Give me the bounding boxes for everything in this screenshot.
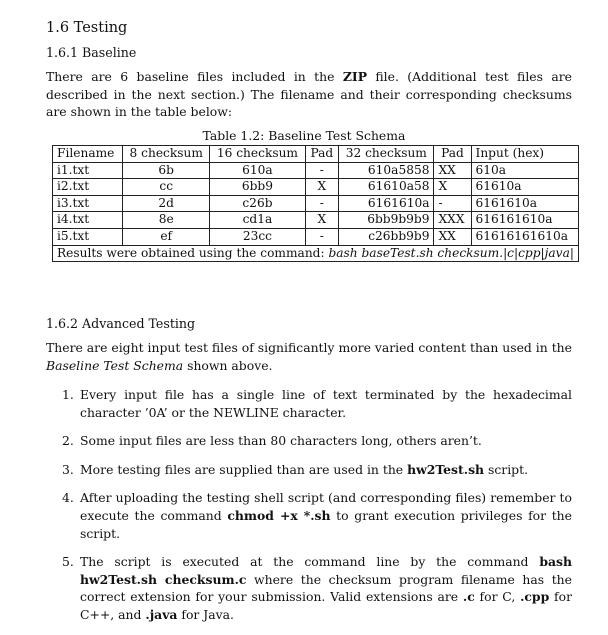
table-cell: c26b (210, 195, 305, 212)
baseline-command: bash baseTest.sh checksum.|c|cpp|java| (328, 245, 574, 260)
table-cell: 616161610a (471, 212, 578, 229)
column-header: Input (hex) (471, 146, 578, 163)
table-note-row (53, 245, 579, 262)
table-row (53, 162, 579, 179)
table-cell: i4.txt (53, 212, 123, 229)
table-header-row (53, 146, 579, 163)
table-cell: XXX (434, 212, 471, 229)
list-number: 5. (62, 554, 74, 570)
table-row (53, 212, 579, 229)
table-cell: ef (123, 229, 210, 246)
zip-term: ZIP (342, 69, 368, 84)
run-command: bash hw2Test.sh checksum.c (80, 554, 572, 587)
list-number: 4. (62, 490, 74, 506)
table-cell: XX (434, 229, 471, 246)
list-item: 4. After uploading the testing shell script (and corresponding files) remember to execute the command chmod +x *.sh to grant execution privileges for the script. (62, 490, 572, 541)
extension-java: .java (145, 607, 178, 623)
table-note: Results were obtained using the command: bash baseTest.sh checksum.|c|cpp|java| (53, 245, 579, 262)
list-item: 2. Some input files are less than 80 characters long, others aren’t. (62, 433, 482, 449)
column-header: 16 checksum (210, 146, 305, 163)
table-cell: cd1a (210, 212, 305, 229)
table-cell: 6b (123, 162, 210, 179)
table-cell: - (305, 195, 339, 212)
extension-c: .c (462, 589, 475, 605)
advanced-intro: There are eight input test files of significantly more varied content than used in the Baseline Test Schema shown above. (46, 340, 572, 373)
section-number: 1.6 (46, 20, 70, 36)
chmod-command: chmod +x *.sh (227, 508, 331, 524)
table-cell: 610a (210, 162, 305, 179)
table-cell: - (305, 162, 339, 179)
table-row (53, 195, 579, 212)
table-cell: X (305, 179, 339, 196)
table-cell: X (305, 212, 339, 229)
table-cell: i2.txt (53, 179, 123, 196)
table-cell: i5.txt (53, 229, 123, 246)
table-cell: X (434, 179, 471, 196)
table-cell: i3.txt (53, 195, 123, 212)
section-title: Testing (73, 20, 128, 36)
extension-cpp: .cpp (520, 589, 550, 605)
list-number: 3. (62, 461, 74, 477)
table-cell: 61610a58 (339, 179, 434, 196)
baseline-test-schema-table (52, 145, 579, 262)
column-header: Pad (305, 146, 339, 163)
table-caption: Table 1.2: Baseline Test Schema (202, 128, 406, 143)
table-cell: 610a5858 (339, 162, 434, 179)
table-cell: 610a (471, 162, 578, 179)
table-cell: 61610a (471, 179, 578, 196)
list-number: 2. (62, 433, 74, 449)
column-header: 32 checksum (339, 146, 434, 163)
table-row (53, 229, 579, 246)
table-cell: 2d (123, 195, 210, 212)
script-name: hw2Test.sh (407, 461, 485, 477)
table-cell: i1.txt (53, 162, 123, 179)
table-cell: XX (434, 162, 471, 179)
list-item: 5. The script is executed at the command line by the command bash hw2Test.sh checksum.c where the checksum program filename has the correct extension for your submission. Valid extensions are .c for C, .cpp for C++, and .java for Java. (62, 554, 572, 623)
table-row (53, 179, 579, 196)
table-cell: - (434, 195, 471, 212)
advanced-heading: 1.6.2 Advanced Testing (46, 316, 196, 331)
advanced-testing-list (46, 386, 572, 635)
table-cell: - (305, 229, 339, 246)
table-cell: 6161610a (471, 195, 578, 212)
baseline-heading: 1.6.1 Baseline (46, 45, 137, 60)
baseline-intro: There are 6 baseline files included in the ZIP file. (Additional test files are described in the next section.) The filename and their corresponding checksums are shown in the table below: (46, 69, 572, 120)
table-cell: 6161610a (339, 195, 434, 212)
table-cell: c26bb9b9 (339, 229, 434, 246)
table-cell: 6bb9 (210, 179, 305, 196)
table-cell: cc (123, 179, 210, 196)
schema-reference: Baseline Test Schema (46, 357, 184, 373)
table-cell: 23cc (210, 229, 305, 246)
table-cell: 6bb9b9b9 (339, 212, 434, 229)
list-number: 1. (62, 387, 74, 402)
column-header: 8 checksum (123, 146, 210, 163)
table-cell: 61616161610a (471, 229, 578, 246)
table-cell: 8e (123, 212, 210, 229)
column-header: Pad (434, 146, 471, 163)
list-item: 1. Every input file has a single line of text terminated by the hexadecimal character ’0A’ or the NEWLINE character. (62, 387, 572, 420)
column-header: Filename (53, 146, 123, 163)
list-item: 3. More testing files are supplied than are used in the hw2Test.sh script. (62, 461, 529, 477)
section-heading (46, 18, 127, 39)
